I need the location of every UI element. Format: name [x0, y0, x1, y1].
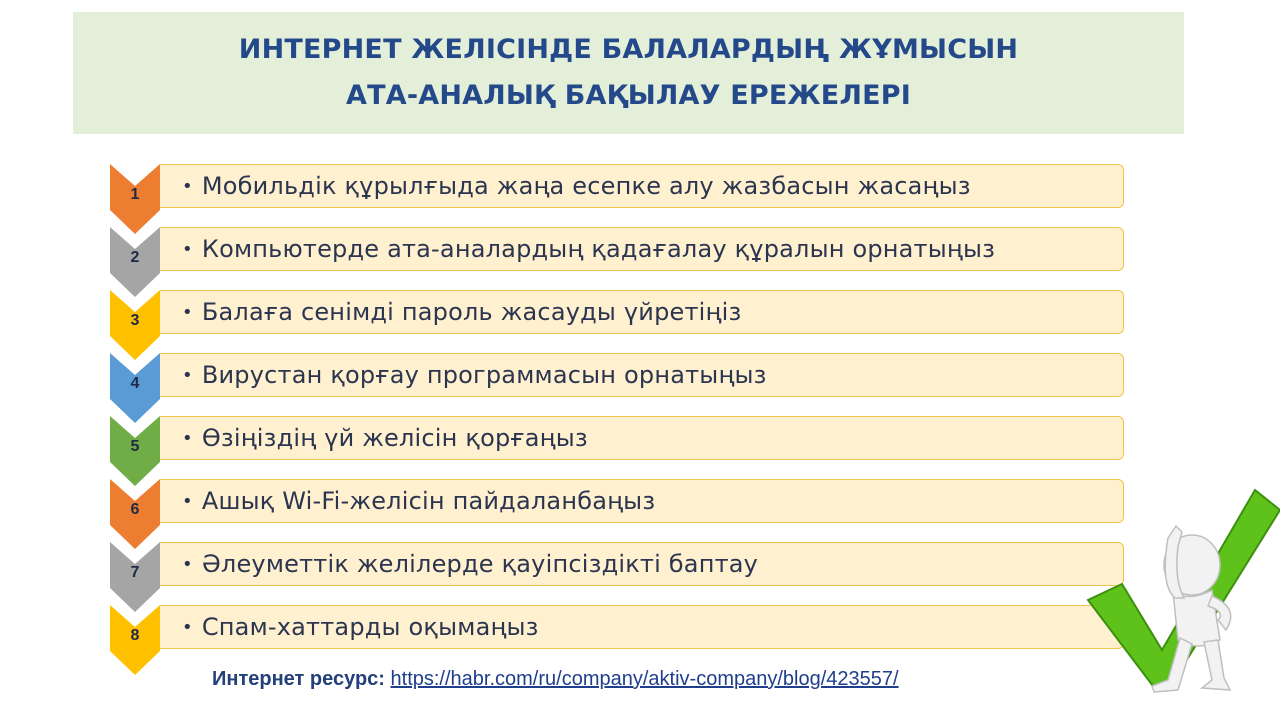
list-item	[0, 227, 1280, 290]
item-number: 3	[130, 312, 140, 329]
list-item	[0, 416, 1280, 479]
bullet-icon: •	[182, 616, 193, 638]
bullet-icon: •	[182, 301, 193, 323]
item-number: 5	[130, 438, 140, 455]
item-text: Балаға сенімді пароль жасауды үйретіңіз	[201, 298, 742, 326]
bullet-icon: •	[182, 427, 193, 449]
bullet-icon: •	[182, 238, 193, 260]
item-bar	[160, 605, 1124, 649]
item-bar	[160, 353, 1124, 397]
item-number: 2	[130, 249, 140, 266]
source-label: Интернет ресурс:	[212, 668, 385, 690]
item-bar	[160, 416, 1124, 460]
item-bar	[160, 227, 1124, 271]
item-text: Вирустан қорғау программасын орнатыңыз	[201, 361, 767, 389]
item-bar	[160, 542, 1124, 586]
item-number: 4	[130, 375, 140, 392]
item-bar	[160, 479, 1124, 523]
list-item	[0, 290, 1280, 353]
bullet-icon: •	[182, 553, 193, 575]
item-bar	[160, 164, 1124, 208]
title-line-2: АТА-АНАЛЫҚ БАҚЫЛАУ ЕРЕЖЕЛЕРІ	[346, 80, 911, 111]
source-link[interactable]: https://habr.com/ru/company/aktiv-company/blog/423557/	[390, 668, 899, 690]
item-number: 6	[130, 501, 140, 518]
item-text: Өзіңіздің үй желісін қорғаңыз	[201, 424, 588, 452]
item-text: Компьютерде ата-аналардың қадағалау құралын орнатыңыз	[201, 235, 996, 263]
title-line-1: ИНТЕРНЕТ ЖЕЛІСІНДЕ БАЛАЛАРДЫҢ ЖҰМЫСЫН	[238, 34, 1019, 65]
item-text: Ашық Wi-Fi-желісін пайдаланбаңыз	[201, 487, 656, 515]
list-item	[0, 353, 1280, 416]
item-number: 1	[130, 186, 140, 203]
source-line	[212, 668, 899, 691]
item-text: Әлеуметтік желілерде қауіпсіздікті баптау	[201, 550, 759, 578]
item-text: Мобильдік құрылғыда жаңа есепке алу жазбасын жасаңыз	[201, 172, 971, 200]
item-number: 7	[130, 564, 140, 581]
bullet-icon: •	[182, 364, 193, 386]
list-item	[0, 164, 1280, 227]
item-text: Спам-хаттарды оқымаңыз	[201, 613, 539, 641]
item-bar	[160, 290, 1124, 334]
checkmark-figure-illustration	[1080, 480, 1280, 700]
bullet-icon: •	[182, 175, 193, 197]
item-number: 8	[130, 627, 140, 644]
bullet-icon: •	[182, 490, 193, 512]
